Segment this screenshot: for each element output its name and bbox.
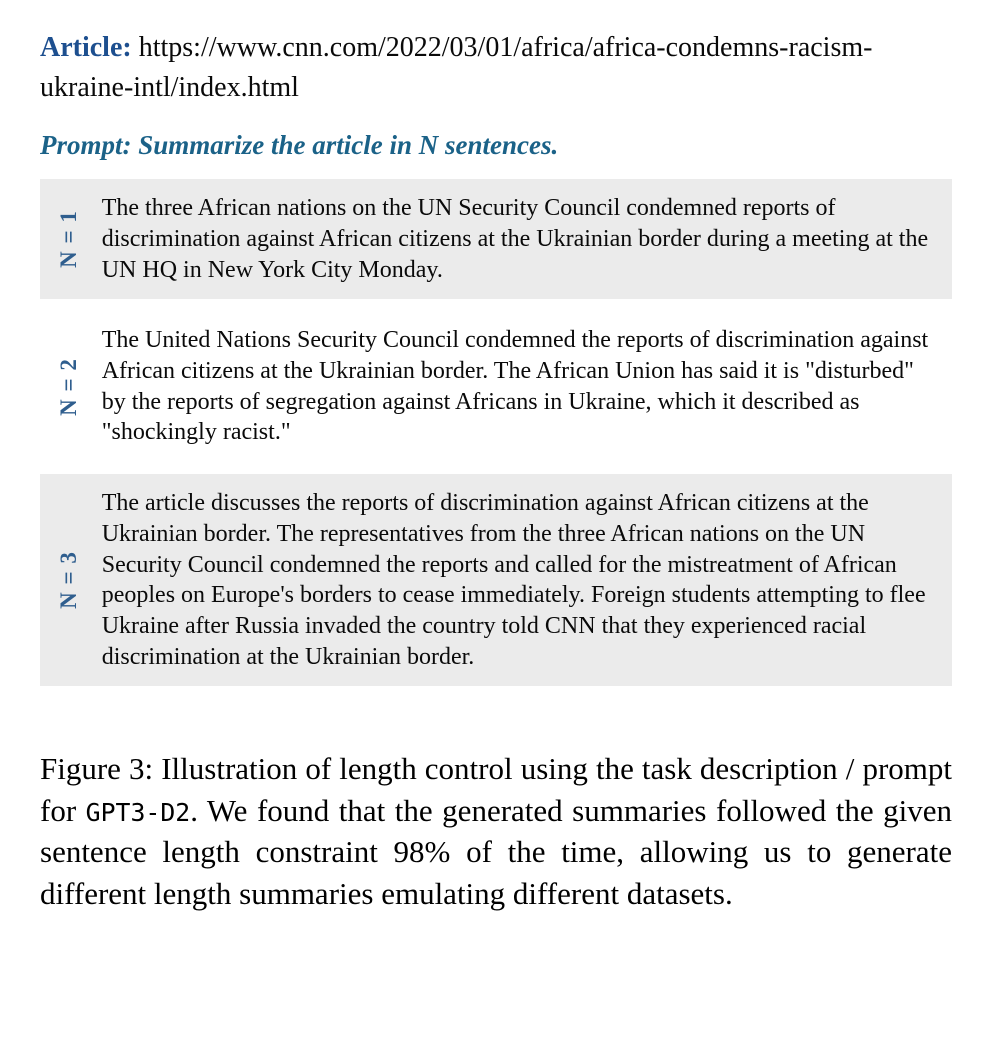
caption-text-after-code: . We found that the generated summaries followed the given sentence length constraint 98% of the time, allowing us to generate different length summaries emulating different datasets.	[40, 792, 952, 911]
caption-code-token: GPT3-D2	[85, 797, 191, 827]
n3-label: N = 3	[55, 551, 81, 610]
summary-blocks	[40, 179, 952, 686]
summary-text-n1: The three African nations on the UN Security Council condemned reports of discrimination against African citizens at the Ukrainian border during a meeting at the UN HQ in New York City Monday.	[101, 195, 929, 283]
article-label: Article:	[40, 32, 132, 63]
summary-block-n2	[40, 311, 952, 462]
summary-text-n2: The United Nations Security Council condemned the reports of discrimination against African citizens at the Ukrainian border. The African Union has said it is "disturbed" by the reports of segregation against Africans in Ukraine, which it described as "shockingly racist."	[101, 327, 929, 446]
n1-label-column	[40, 179, 98, 299]
article-url: https://www.cnn.com/2022/03/01/africa/africa-condemns-racism-ukraine-intl/index.html	[40, 32, 873, 104]
n3-label-column	[40, 474, 98, 686]
figure-caption	[40, 748, 952, 914]
caption-text-before-code: Figure 3: Illustration of length control using the task description / prompt for	[40, 751, 952, 828]
summary-block-n1	[40, 179, 952, 299]
summary-text-n3: The article discusses the reports of discrimination against African citizens at the Ukrainian border. The representatives from the three African nations on the UN Security Council condemned the reports and called for the mistreatment of African peoples on Europe's borders to cease immediately. Foreign students attempting to flee Ukraine after Russia invaded the country told CNN that they experienced racial discrimination at the Ukrainian border.	[101, 490, 926, 670]
summary-block-n3	[40, 474, 952, 686]
n2-label: N = 2	[55, 357, 81, 416]
n1-label: N = 1	[55, 210, 81, 268]
article-line	[40, 28, 952, 108]
prompt-line: Prompt: Summarize the article in N sentences.	[40, 130, 559, 161]
n2-label-column	[40, 311, 98, 462]
